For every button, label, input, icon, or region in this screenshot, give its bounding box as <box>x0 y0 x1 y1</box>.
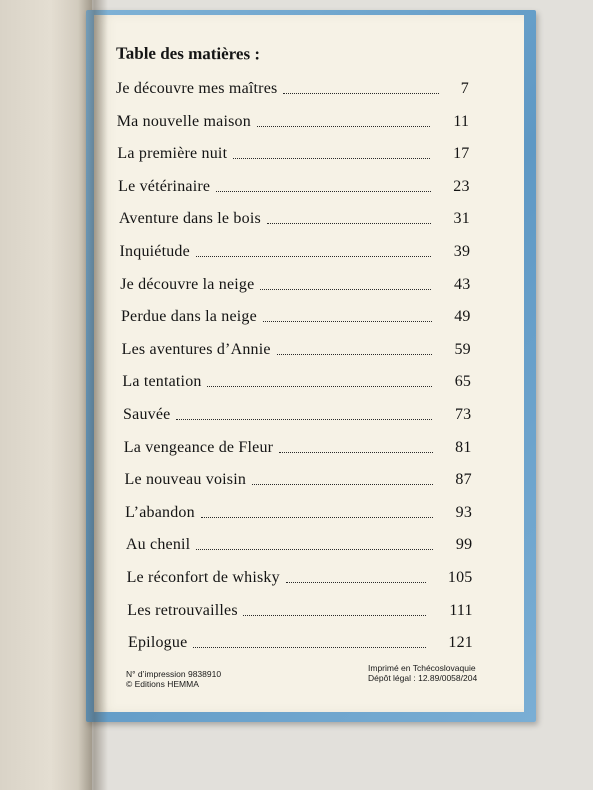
toc-entry-label: Perdue dans la neige <box>120 308 257 326</box>
toc-entry <box>0 308 593 334</box>
toc-entry-label: Ma nouvelle maison <box>116 112 251 130</box>
toc-entry-page: 39 <box>453 243 471 260</box>
toc-leader-dots <box>267 215 431 224</box>
toc-entry <box>0 602 593 628</box>
toc-entry-page: 73 <box>454 406 472 423</box>
toc-entry <box>0 536 593 562</box>
publisher: © Editions HEMMA <box>126 679 199 689</box>
toc-leader-dots <box>207 378 432 387</box>
toc-entry-page: 31 <box>453 210 470 228</box>
toc-entry-page: 111 <box>449 601 473 619</box>
toc-leader-dots <box>277 346 432 355</box>
toc-entry-label: Les retrouvailles <box>127 601 238 619</box>
toc-entry <box>0 178 593 204</box>
toc-entry-label: L’abandon <box>125 503 195 521</box>
toc-entry-page: 81 <box>455 438 472 456</box>
toc-entry-page: 11 <box>453 112 470 130</box>
toc-entry <box>0 80 593 106</box>
toc-entry-label: La vengeance de Fleur <box>123 438 274 456</box>
toc-entry <box>0 406 593 432</box>
toc-entry-label: Epilogue <box>128 634 188 652</box>
toc-title: Table des matières : <box>115 43 261 64</box>
toc-entry <box>0 373 593 399</box>
toc-entry-page: 43 <box>454 275 471 293</box>
toc-leader-dots <box>286 574 426 583</box>
toc-entry-label: Je découvre la neige <box>120 275 255 293</box>
toc-leader-dots <box>283 85 439 94</box>
toc-entry-page: 105 <box>447 569 473 586</box>
footer-right <box>368 663 477 683</box>
toc-entry-label: Le vétérinaire <box>118 177 211 195</box>
toc-entry <box>0 341 593 367</box>
toc-entry-label: La tentation <box>122 373 202 391</box>
toc-entry <box>0 471 593 497</box>
toc-leader-dots <box>196 541 433 550</box>
toc-entry-page: 49 <box>454 308 471 326</box>
toc-leader-dots <box>201 509 433 518</box>
toc-entry-label: Les aventures d’Annie <box>121 340 271 358</box>
toc-leader-dots <box>260 281 431 290</box>
legal-deposit: Dépôt légal : 12.89/0058/204 <box>368 673 478 683</box>
toc-entry-page: 7 <box>460 80 469 97</box>
toc-leader-dots <box>263 313 432 322</box>
toc-entry-label: Inquiétude <box>119 243 190 260</box>
toc-entry <box>0 439 593 465</box>
footer-left <box>126 669 221 689</box>
toc-entry <box>0 504 593 530</box>
toc-entry-page: 99 <box>455 536 473 554</box>
toc-entry <box>0 569 593 595</box>
toc-entry-page: 93 <box>455 503 473 521</box>
toc-leader-dots <box>193 639 426 648</box>
impression-number: N° d’impression 9838910 <box>126 669 222 679</box>
toc-leader-dots <box>233 150 430 159</box>
toc-leader-dots <box>243 607 426 616</box>
toc-leader-dots <box>176 411 432 420</box>
toc-entry <box>0 210 593 236</box>
toc-leader-dots <box>216 183 431 192</box>
toc-leader-dots <box>252 476 433 485</box>
toc-entry-page: 87 <box>455 471 472 489</box>
toc-entry-page: 23 <box>453 177 470 195</box>
toc-leader-dots <box>279 444 433 453</box>
toc-entry <box>0 113 593 139</box>
toc-leader-dots <box>257 118 430 127</box>
toc-entry-label: Le nouveau voisin <box>124 471 247 489</box>
toc-entry <box>0 634 593 660</box>
toc-entry-label: Le réconfort de whisky <box>126 569 280 586</box>
toc-entry-label: Je découvre mes maîtres <box>116 80 278 97</box>
toc-entry <box>0 145 593 171</box>
toc-leader-dots <box>196 248 431 257</box>
toc-entry-page: 17 <box>453 145 470 163</box>
toc-entry-page: 65 <box>454 373 472 391</box>
toc-entry-label: Sauvée <box>123 406 171 423</box>
toc-entry-label: La première nuit <box>117 145 228 163</box>
toc-entry <box>0 276 593 302</box>
toc-entry-page: 121 <box>448 634 473 652</box>
toc-entry-label: Au chenil <box>125 536 191 554</box>
toc-entry <box>0 243 593 269</box>
toc-entry-page: 59 <box>454 340 471 358</box>
printed-in: Imprimé en Tchécoslovaquie <box>368 663 476 673</box>
toc-entry-label: Aventure dans le bois <box>118 210 261 228</box>
